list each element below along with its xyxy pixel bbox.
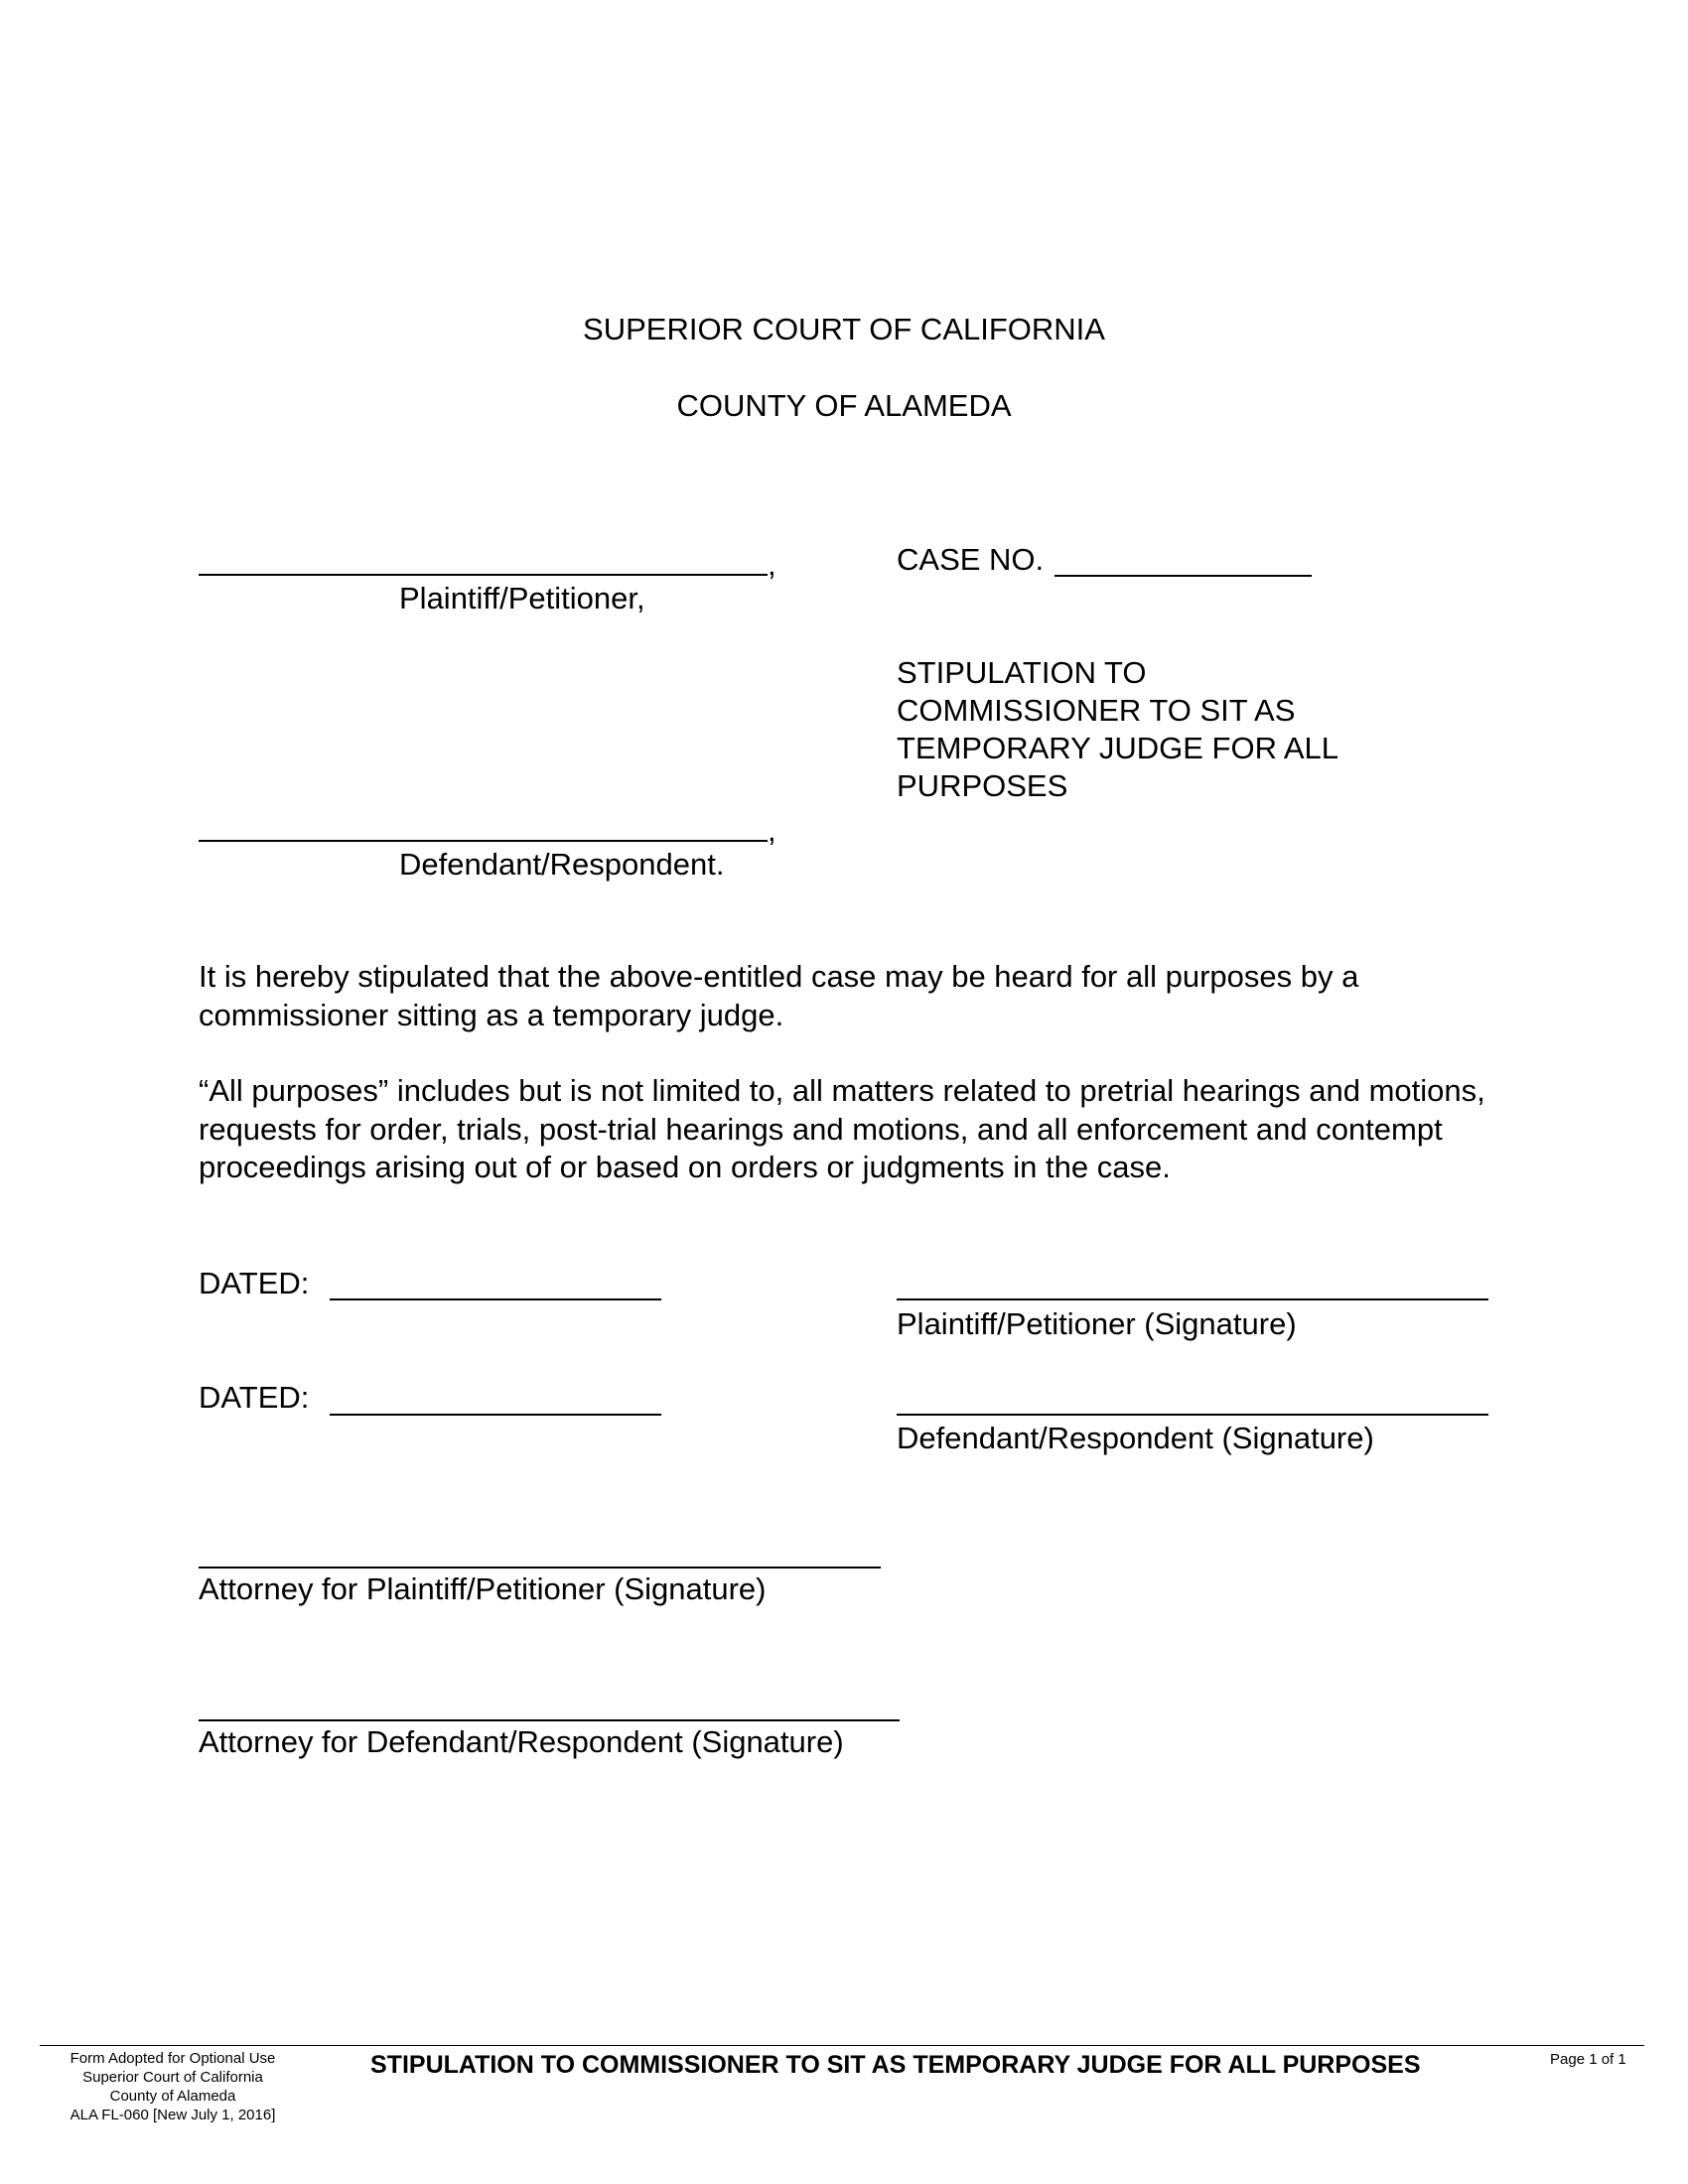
plaintiff-signature-line[interactable] [897, 1298, 1488, 1300]
court-name: SUPERIOR COURT OF CALIFORNIA [583, 312, 1105, 346]
plaintiff-label: Plaintiff/Petitioner, [399, 581, 645, 615]
date-field-2[interactable] [330, 1414, 661, 1416]
defendant-label: Defendant/Respondent. [399, 847, 725, 882]
defendant-comma: , [768, 813, 776, 848]
footer-form-line-2: Superior Court of California [82, 2069, 263, 2086]
attorney-plaintiff-signature-label: Attorney for Plaintiff/Petitioner (Signature) [199, 1571, 767, 1606]
dated-label-2: DATED: [199, 1380, 310, 1415]
plaintiff-name-line[interactable] [199, 574, 768, 576]
date-field-1[interactable] [330, 1298, 661, 1300]
attorney-plaintiff-signature-line[interactable] [199, 1567, 881, 1569]
doc-title-line-2: COMMISSIONER TO SIT AS [897, 693, 1296, 728]
case-no-field[interactable] [1055, 539, 1312, 577]
case-no-label: CASE NO. [897, 542, 1045, 577]
footer-form-line-1: Form Adopted for Optional Use [70, 2050, 276, 2067]
defendant-signature-label: Defendant/Respondent (Signature) [897, 1421, 1374, 1455]
footer-title: STIPULATION TO COMMISSIONER TO SIT AS TEMPORARY JUDGE FOR ALL PURPOSES [370, 2051, 1421, 2079]
attorney-defendant-signature-label: Attorney for Defendant/Respondent (Signature) [199, 1724, 844, 1759]
doc-title-line-3: TEMPORARY JUDGE FOR ALL [897, 731, 1339, 765]
footer-rule [40, 2045, 1644, 2046]
plaintiff-signature-label: Plaintiff/Petitioner (Signature) [897, 1306, 1297, 1341]
footer-form-info [44, 2049, 302, 2124]
defendant-signature-line[interactable] [897, 1414, 1488, 1416]
footer-page-number: Page 1 of 1 [1550, 2051, 1626, 2068]
footer-form-line-3: County of Alameda [109, 2088, 236, 2105]
doc-title-line-4: PURPOSES [897, 768, 1068, 803]
county-name: COUNTY OF ALAMEDA [676, 388, 1012, 423]
footer-form-line-4: ALA FL-060 [New July 1, 2016] [70, 2107, 276, 2123]
all-purposes-paragraph: “All purposes” includes but is not limited to, all matters related to pretrial hearings and motions, requests for order, trials, post-trial hearings and motions, and all enforcement and contempt proceedings arising out of or based on orders or judgments in the case. [199, 1073, 1485, 1184]
defendant-name-line[interactable] [199, 840, 768, 842]
attorney-defendant-signature-line[interactable] [199, 1719, 900, 1721]
plaintiff-comma: , [768, 547, 776, 582]
doc-title-line-1: STIPULATION TO [897, 655, 1147, 690]
dated-label-1: DATED: [199, 1266, 310, 1300]
stipulation-paragraph: It is hereby stipulated that the above-entitled case may be heard for all purposes by a commissioner sitting as a temporary judge. [199, 959, 1359, 1032]
